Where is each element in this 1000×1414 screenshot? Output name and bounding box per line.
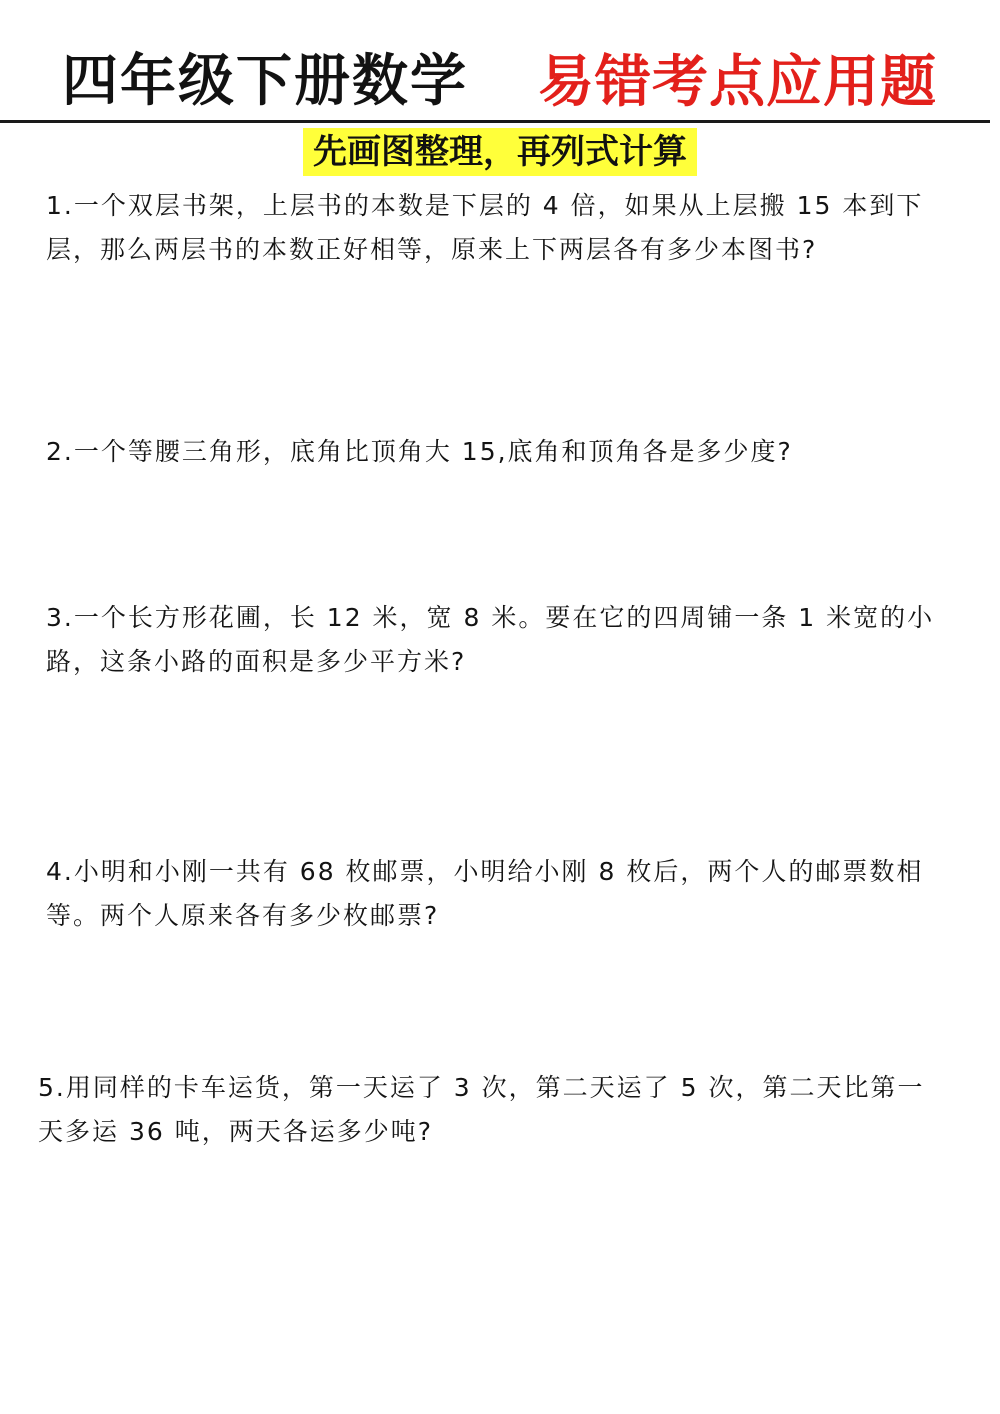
page-header	[0, 40, 1000, 120]
page-subtitle: 先画图整理，再列式计算	[303, 128, 697, 176]
page-title-topic: 易错考点应用题	[538, 49, 937, 115]
subtitle-container	[0, 128, 1000, 176]
header-divider	[0, 120, 990, 123]
page-title-grade: 四年级下册数学	[62, 49, 468, 114]
question-5: 5.用同样的卡车运货，第一天运了 3 次，第二天运了 5 次，第二天比第一天多运 36 吨，两天各运多少吨?	[38, 1073, 925, 1146]
question-1: 1.一个双层书架，上层书的本数是下层的 4 倍，如果从上层搬 15 本到下层，那么两层书的本数正好相等，原来上下两层各有多少本图书?	[46, 191, 924, 264]
question-3: 3.一个长方形花圃，长 12 米，宽 8 米。要在它的四周铺一条 1 米宽的小路，这条小路的面积是多少平方米?	[46, 603, 935, 676]
question-2: 2.一个等腰三角形，底角比顶角大 15,底角和顶角各是多少度?	[46, 437, 793, 466]
question-4: 4.小明和小刚一共有 68 枚邮票，小明给小刚 8 枚后，两个人的邮票数相等。两个人原来各有多少枚邮票?	[46, 857, 924, 930]
